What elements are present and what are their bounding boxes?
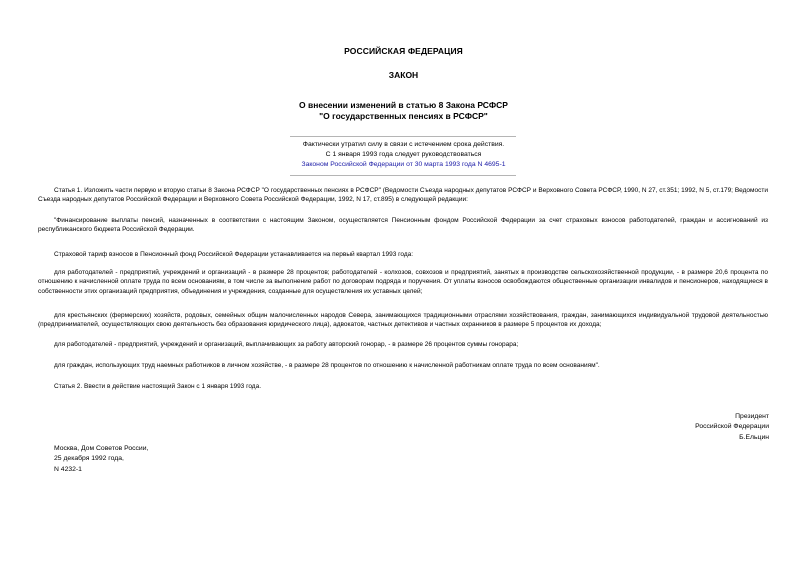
date-line: 25 декабря 1992 года, bbox=[54, 455, 124, 463]
place-line: Москва, Дом Советов России, bbox=[54, 445, 149, 452]
title-line-2: "О государственных пенсиях в РСФСР" bbox=[319, 110, 488, 121]
note-top-divider bbox=[290, 136, 516, 137]
note-bottom-divider bbox=[290, 175, 516, 176]
signature-name: Б.Ельцин bbox=[739, 433, 769, 441]
signature-title: Президент bbox=[735, 413, 769, 420]
title-line-1: О внесении изменений в статью 8 Закона РСФСР bbox=[299, 100, 508, 110]
royalty-tariff-paragraph: для работодателей - предприятий, учреждений и организаций, выплачивающих за работу авторский гонорар, - в размере 26 процентов суммы гонорара; bbox=[54, 341, 519, 348]
document-title bbox=[0, 100, 807, 121]
note-line-1: Фактически утратил силу в связи с истечением срока действия. bbox=[302, 141, 505, 148]
place-date-block bbox=[54, 444, 148, 475]
related-law-link[interactable]: Законом Российской Федерации от 30 марта 1993 года N 4695-1 bbox=[301, 161, 506, 169]
farmers-tariff-paragraph: для крестьянских (фермерских) хозяйств, родовых, семейных общин малочисленных народов Севера, занимающихся традиционными отраслями хозяйствования, граждан, занимающихся индивидуальной трудовой деятельностью (предпринимателей, осуществляющих свою деятельность без образования юридического лица), адвокатов, частных детективов и частных охранников в размере 5 процентов их дохода; bbox=[38, 312, 768, 329]
signature-organization: Российской Федерации bbox=[695, 423, 769, 431]
signature-block bbox=[695, 412, 769, 443]
note-line-2: С 1 января 1993 года следует руководствоваться bbox=[325, 151, 482, 159]
status-note bbox=[0, 140, 807, 171]
article-1-paragraph: Статья 1. Изложить части первую и вторую статьи 8 Закона РСФСР "О государственных пенсиях в РСФСР" (Ведомости Съезда народных депутатов РСФСР и Верховного Совета РСФСР, 1990, N 27, ст.351; 1992, N 5, ст.179; Ведомости Съезда народных депутатов Российской Федерации и Верховного Совета Российской Федерации, 1992, N 17, ст.895) в следующей редакции: bbox=[38, 187, 768, 204]
tariff-intro-paragraph: Страховой тариф взносов в Пенсионный фонд Российской Федерации устанавливается на первый квартал 1993 года: bbox=[54, 251, 414, 258]
financing-paragraph: "Финансирование выплаты пенсий, назначенных в соответствии с настоящим Законом, осуществляется Пенсионным фондом Российской Федерации за счет страховых взносов работодателей, граждан и ассигнований из республиканского бюджета Российской Федерации. bbox=[38, 217, 768, 234]
document-number: N 4232-1 bbox=[54, 465, 82, 473]
article-2-paragraph: Статья 2. Ввести в действие настоящий Закон с 1 января 1993 года. bbox=[54, 383, 262, 390]
country-heading: РОССИЙСКАЯ ФЕДЕРАЦИЯ bbox=[344, 46, 463, 56]
employers-tariff-paragraph: для работодателей - предприятий, учреждений и организаций - в размере 28 процентов; работодателей - колхозов, совхозов и предприятий, занятых в производстве сельскохозяйственной продукции, - в размере 20,6 процента по отношению к начисленной оплате труда по всем основаниям, в том числе за выполнение работ по договорам подряда и поручения. От уплаты взносов освобождаются общественные организации инвалидов и пенсионеров, находящиеся в собственности этих организаций предприятия, объединения и учреждения, созданные для осуществления их уставных целей; bbox=[38, 269, 768, 295]
household-tariff-paragraph: для граждан, использующих труд наемных работников в личном хозяйстве, - в размере 28 процентов по отношению к начисленной работникам оплате труда по всем основаниям". bbox=[54, 362, 600, 369]
document-type-heading: ЗАКОН bbox=[388, 70, 419, 80]
